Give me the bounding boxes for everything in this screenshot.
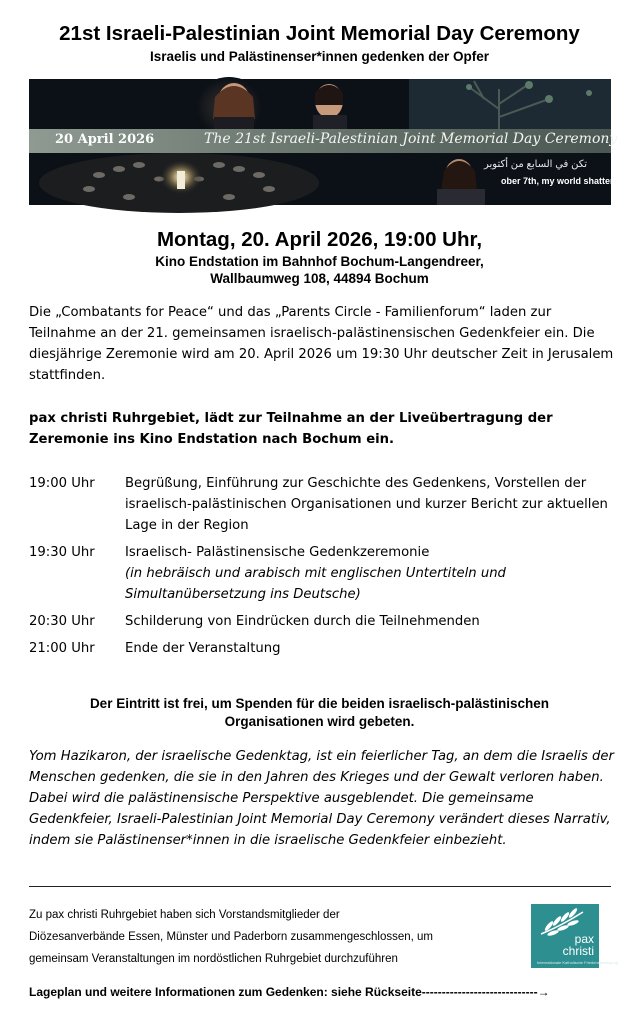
logo-wordmark: pax christi [562, 932, 594, 958]
page-subtitle: Israelis und Palästinenser*innen gedenken der Opfer [149, 49, 490, 64]
banner-script-title: The 21st Israeli-Palestinian Joint Memorial Day Ceremony [204, 131, 618, 147]
venue-line-1: Kino Endstation im Bahnhof Bochum-Langendreer, [155, 254, 484, 269]
pax-christi-logo [531, 904, 619, 968]
event-date-heading: Montag, 20. April 2026, 19:00 Uhr, [156, 228, 483, 251]
organization-description [29, 904, 519, 970]
event-schedule [29, 473, 619, 665]
intro-paragraph: Die „Combatants for Peace“ und das „Parents Circle - Familienforum“ laden zur Teilnahme an der 21. gemeinsamen israelisch-palästinensischen Gedenkfeier ein. Die diesjährige Zeremonie wird am 20. April 2026 um 19:30 Uhr deutscher Zeit in Jerusalem stattfinden. [29, 305, 614, 383]
footer-line-3: gemeinsam Veranstaltungen im nordöstlichen Ruhrgebiet durchzuführen [29, 953, 398, 965]
schedule-description: Begrüßung, Einführung zur Geschichte des Gedenkens, Vorstellen der israelisch-palästinischen Organisationen und kurzer Bericht zur aktuellen Lage in der Region [125, 476, 608, 533]
free-entry-line-2: Organisationen wird gebeten. [224, 714, 415, 729]
schedule-description: Israelisch- Palästinensische Gedenkzeremonie [125, 545, 430, 560]
schedule-row [29, 542, 619, 605]
free-entry-line-1: Der Eintritt ist frei, um Spenden für die beiden israelisch-palästinischen [89, 696, 550, 711]
schedule-description: Schilderung von Eindrücken durch die Teilnehmenden [125, 614, 480, 629]
schedule-row [29, 473, 619, 536]
schedule-note: (in hebräisch und arabisch mit englischen Untertiteln und Simultanübersetzung ins Deutsche) [125, 566, 506, 602]
schedule-time: 20:30 Uhr [29, 614, 95, 629]
venue-line-2: Wallbaumweg 108, 44894 Bochum [210, 271, 429, 286]
event-venue [0, 253, 639, 287]
footer-divider [29, 886, 611, 887]
schedule-row [29, 611, 619, 632]
ceremony-banner-image [29, 79, 627, 205]
footer-line-2: Diözesanverbände Essen, Münster und Paderborn zusammengeschlossen, um [29, 931, 433, 943]
footer-line-1: Zu pax christi Ruhrgebiet haben sich Vorstandsmitglieder der [29, 909, 340, 921]
schedule-time: 19:00 Uhr [29, 476, 95, 491]
schedule-description: Ende der Veranstaltung [125, 641, 281, 656]
free-entry-notice [0, 695, 639, 731]
invitation-paragraph: pax christi Ruhrgebiet, lädt zur Teilnahme an der Liveübertragung der Zeremonie ins Kino Endstation nach Bochum ein. [29, 411, 553, 447]
page-title: 21st Israeli-Palestinian Joint Memorial Day Ceremony [59, 22, 580, 45]
schedule-time: 19:30 Uhr [29, 545, 95, 560]
banner-english-subtitle: ober 7th, my world shattered. [501, 176, 627, 186]
banner-arabic-subtitle: تكن في السابع من أكتوبر [484, 159, 588, 170]
lageplan-reference: Lageplan und weitere Informationen zum Gedenken: siehe Rückseite-----------------------------→ [29, 985, 550, 999]
schedule-time: 21:00 Uhr [29, 641, 95, 656]
banner-date: 20 April 2026 [55, 132, 155, 147]
schedule-row [29, 638, 619, 659]
yom-hazikaron-paragraph: Yom Hazikaron, der israelische Gedenktag, ist ein feierlicher Tag, an dem die Israelis der Menschen gedenken, die sie in den Jahren des Krieges und der Gewalt verloren haben. Dabei wird die palästinensische Perspektive ausgeblendet. Die gemeinsame Gedenkfeier, Israeli-Palestinian Joint Memorial Day Ceremony verändert dieses Narrativ, indem sie Palästinenser*innen in die israelische Gedenkfeier einbezieht. [29, 749, 614, 848]
logo-tagline: Internationale Katholische Friedensbewegung [537, 960, 619, 965]
